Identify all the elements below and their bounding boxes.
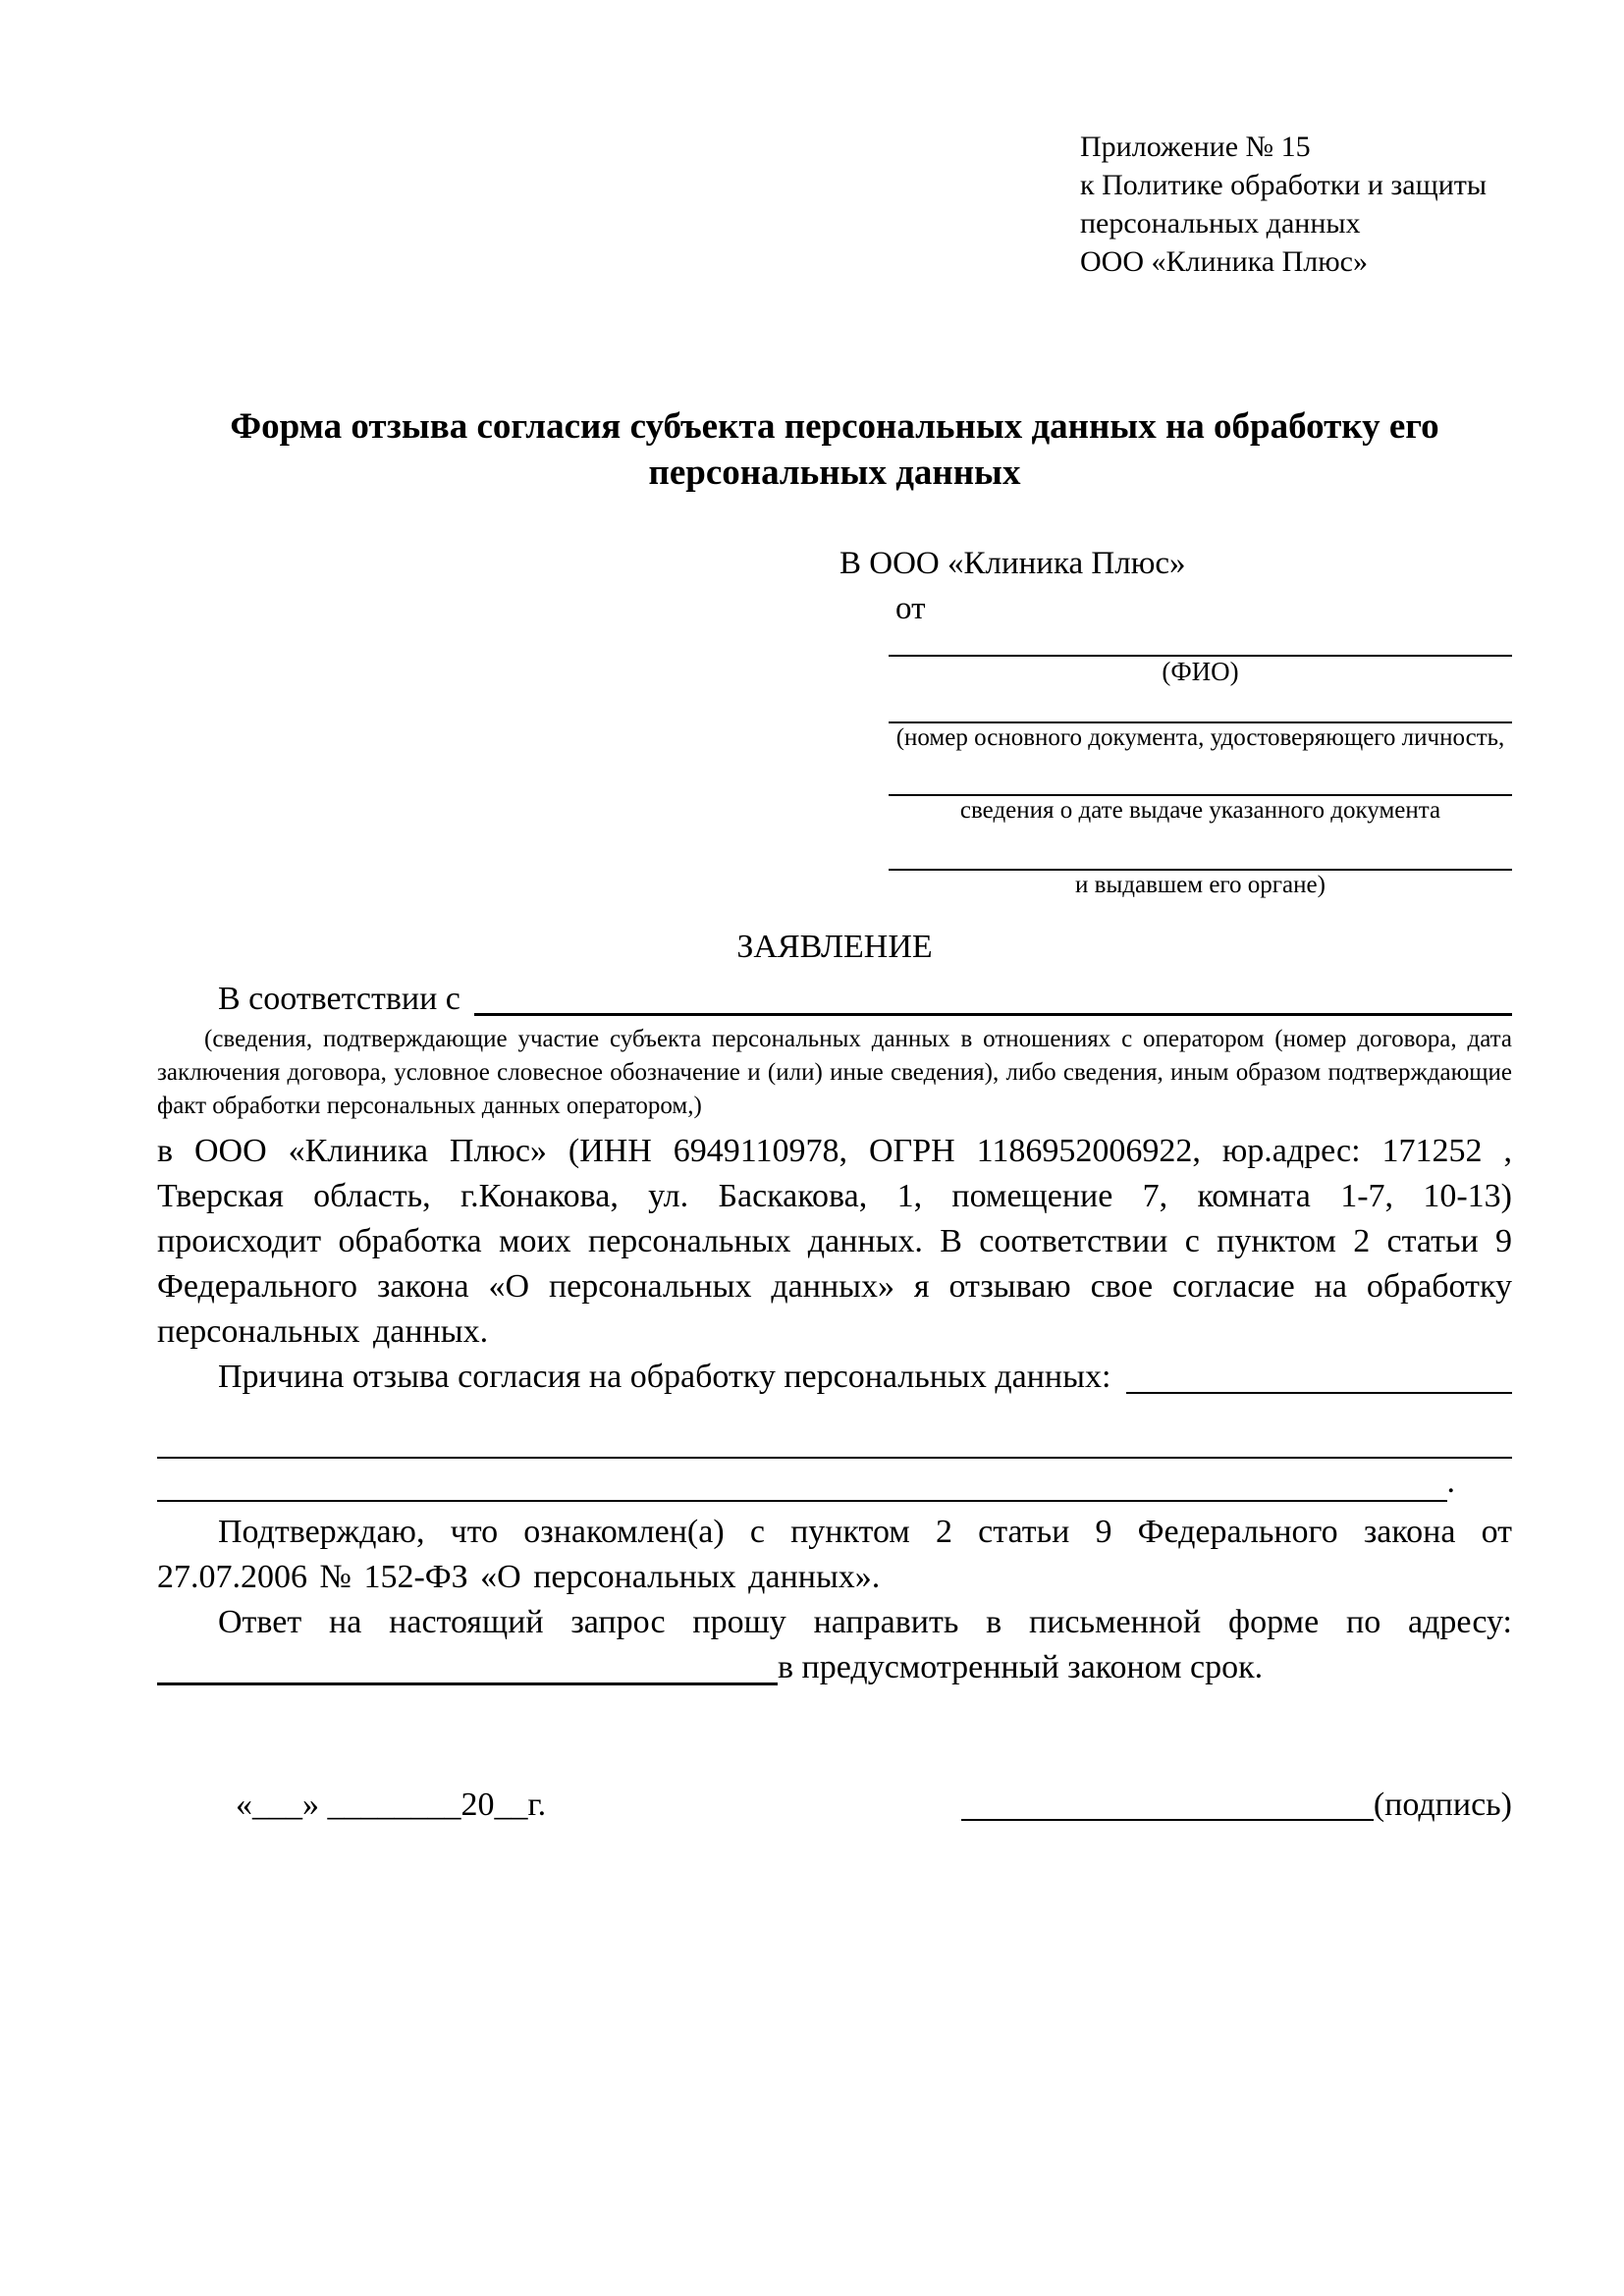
fio-caption: (ФИО) — [1162, 657, 1239, 686]
main-paragraph: в ООО «Клиника Плюс» (ИНН 6949110978, ОГРН 1186952006922, юр.адрес: 171252 , Тверская область, г.Конакова, ул. Баскакова, 1, помещение 7, комната 1-7, 10-13) происходит обработка моих персональных данных. В соответствии с пунктом 2 статьи 9 Федерального закона «О персональных данных» я отзываю свое согласие на обработку персональных данных. — [157, 1133, 1512, 1350]
trailing-period: . — [1446, 1464, 1455, 1500]
confirmation-paragraph: Подтверждаю, что ознакомлен(а) с пунктом 2 статьи 9 Федерального закона от 27.07.2006 № 152-ФЗ «О персональных данных». — [157, 1514, 1512, 1595]
issuing-authority-field — [839, 826, 1512, 900]
signature-block — [961, 1784, 1512, 1827]
document-title: Форма отзыва согласия субъекта персональных данных на обработку его персональных данных — [230, 406, 1439, 493]
appendix-note — [1080, 128, 1512, 281]
basis-line — [157, 977, 1512, 1021]
fio-blank-line — [889, 629, 1512, 657]
signature-line — [961, 1819, 1374, 1821]
appendix-note-line: Приложение № 15 — [1080, 131, 1311, 163]
appendix-note-line: к Политике обработки и защиты — [1080, 169, 1488, 201]
reason-rule-2 — [157, 1459, 1447, 1502]
basis-caption: (сведения, подтверждающие участие субъекта персональных данных в отношениях с оператором (номер договора, дата заключения договора, условное словесное обозначение и (или) иные сведения), либо сведения, иным образом подтверждающие факт обработки персональных данных оператором,) — [157, 1026, 1512, 1119]
statement-heading: ЗАЯВЛЕНИЕ — [736, 929, 933, 965]
reason-line — [157, 1355, 1512, 1400]
appendix-note-line: персональных данных — [1080, 207, 1361, 240]
doc-number-blank-line — [889, 686, 1512, 723]
basis-blank-line — [474, 977, 1512, 1016]
signature-row — [157, 1784, 1512, 1827]
issuing-authority-caption: и выдавшем его органе) — [1075, 872, 1326, 898]
fio-field — [839, 629, 1512, 686]
issuing-authority-blank-line — [889, 826, 1512, 871]
from-label: от — [895, 591, 926, 626]
appendix-note-line: ООО «Клиника Плюс» — [1080, 245, 1368, 278]
issue-date-blank-line — [889, 753, 1512, 796]
reason-rule-1 — [157, 1412, 1512, 1459]
addressee-org: В ООО «Клиника Плюс» — [839, 546, 1186, 581]
basis-prefix: В соответствии с — [218, 981, 460, 1017]
signature-caption: (подпись) — [1373, 1787, 1512, 1823]
issue-date-field — [839, 753, 1512, 826]
date-blank: «___» ________20__г. — [236, 1787, 547, 1823]
reply-address-blank-line — [157, 1645, 778, 1685]
issue-date-caption: сведения о дате выдаче указанного документа — [959, 797, 1441, 824]
reason-label: Причина отзыва согласия на обработку персональных данных: — [218, 1359, 1111, 1395]
reason-rule-2-row — [157, 1459, 1512, 1502]
addressee-block — [839, 543, 1512, 900]
reply-suffix: в предусмотренный законом срок. — [778, 1649, 1264, 1685]
doc-number-caption: (номер основного документа, удостоверяющего личность, — [895, 724, 1505, 751]
reason-blank-line — [1126, 1355, 1512, 1394]
reply-address-line — [157, 1645, 1512, 1690]
reply-request: Ответ на настоящий запрос прошу направить в письменной форме по адресу: — [218, 1604, 1512, 1640]
doc-number-field — [839, 686, 1512, 753]
